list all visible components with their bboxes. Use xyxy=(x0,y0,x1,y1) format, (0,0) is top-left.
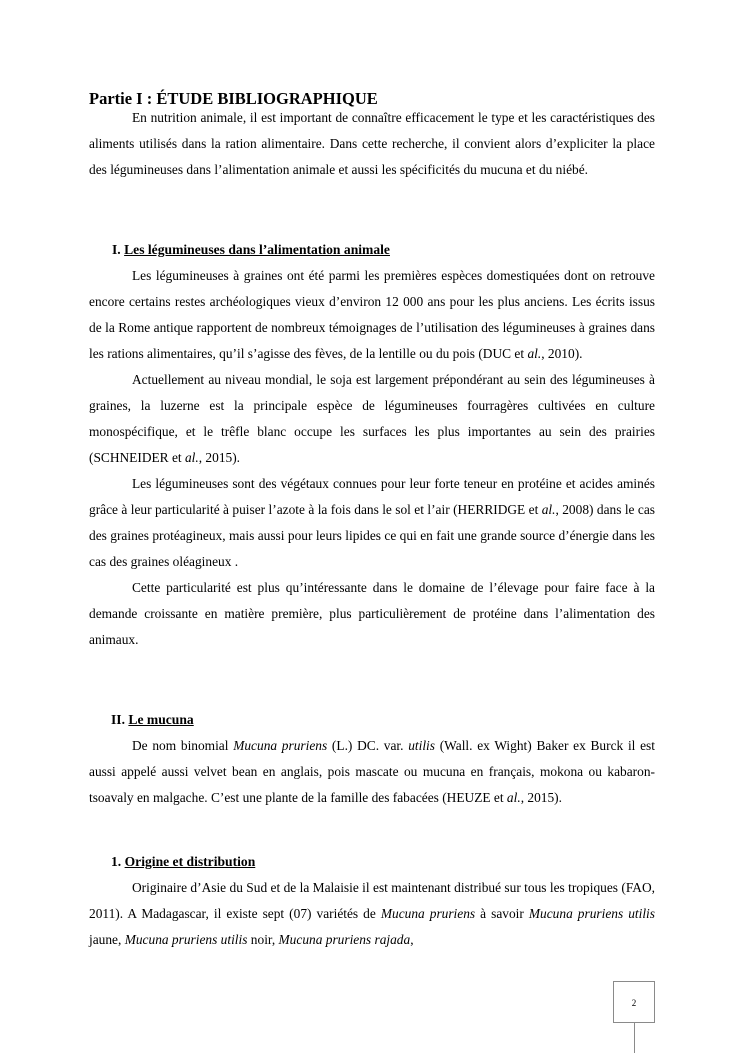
section-2-heading xyxy=(89,710,655,730)
subsection-1-body xyxy=(89,875,655,953)
intro-block xyxy=(89,105,655,183)
section-1-body xyxy=(89,263,655,653)
section-2-paragraph-1: De nom binomial Mucuna pruriens (L.) DC. var. utilis (Wall. ex Wight) Baker ex Burck il est aussi appelé aussi velvet bean en anglais, pois mascate ou mucuna en français, mokona ou kabaron-tsoavaly en malgache. C’est une plante de la famille des fabacées (HEUZE et al., 2015). xyxy=(89,738,655,805)
subsection-1-title: Origine et distribution xyxy=(124,854,256,869)
subsection-1-number: 1. xyxy=(111,854,122,869)
section-1-number: I. xyxy=(112,242,121,257)
page-title: Partie I : ÉTUDE BIBLIOGRAPHIQUE xyxy=(89,89,378,108)
section-1-heading xyxy=(89,240,655,260)
page-number-connector xyxy=(634,1023,635,1053)
subsection-1-paragraph-1: Originaire d’Asie du Sud et de la Malaisie il est maintenant distribué sur tous les tropiques (FAO, 2011). A Madagascar, il existe sept (07) variétés de Mucuna pruriens à savoir Mucuna pruriens utilis jaune, Mucuna pruriens utilis noir, Mucuna pruriens rajada, xyxy=(89,880,655,947)
section-1-title: Les légumineuses dans l’alimentation animale xyxy=(124,242,390,257)
section-2-title: Le mucuna xyxy=(128,712,194,727)
subsection-1-heading xyxy=(89,852,655,872)
intro-paragraph: En nutrition animale, il est important de connaître efficacement le type et les caractéristiques des aliments utilisés dans la ration alimentaire. Dans cette recherche, il convient alors d’expliciter la place des légumineuses dans l’alimentation animale et aussi les spécificités du mucuna et du niébé. xyxy=(89,110,655,177)
section-1-paragraph-1: Les légumineuses à graines ont été parmi les premières espèces domestiquées dont on retrouve encore certains restes archéologiques vieux d’environ 12 000 ans pour les plus anciens. Les écrits issus de la Rome antique rapportent de nombreux témoignages de l’utilisation des légumineuses à graines dans les rations alimentaires, qu’il s’agisse des fèves, de la lentille ou du pois (DUC et al., 2010). xyxy=(89,268,655,361)
page-number: 2 xyxy=(613,981,655,1023)
section-2-number: II. xyxy=(111,712,125,727)
section-2-body xyxy=(89,733,655,811)
section-1-paragraph-2: Actuellement au niveau mondial, le soja est largement prépondérant au sein des légumineuses à graines, la luzerne est la principale espèce de légumineuses fourragères cultivées en culture monospécifique, et le trêfle blanc occupe les surfaces les plus importantes au sein des prairies (SCHNEIDER et al., 2015). xyxy=(89,372,655,465)
section-1-paragraph-3: Les légumineuses sont des végétaux connues pour leur forte teneur en protéine et acides aminés grâce à leur particularité à puiser l’azote à la fois dans le sol et l’air (HERRIDGE et al., 2008) dans le cas des graines protéagineux, mais aussi pour leurs lipides ce qui en fait une grande source d’énergie dans les cas des graines oléagineux . xyxy=(89,476,655,569)
section-1-paragraph-4: Cette particularité est plus qu’intéressante dans le domaine de l’élevage pour faire face à la demande croissante en matière première, plus particulièrement de protéine dans l’alimentation des animaux. xyxy=(89,580,655,647)
